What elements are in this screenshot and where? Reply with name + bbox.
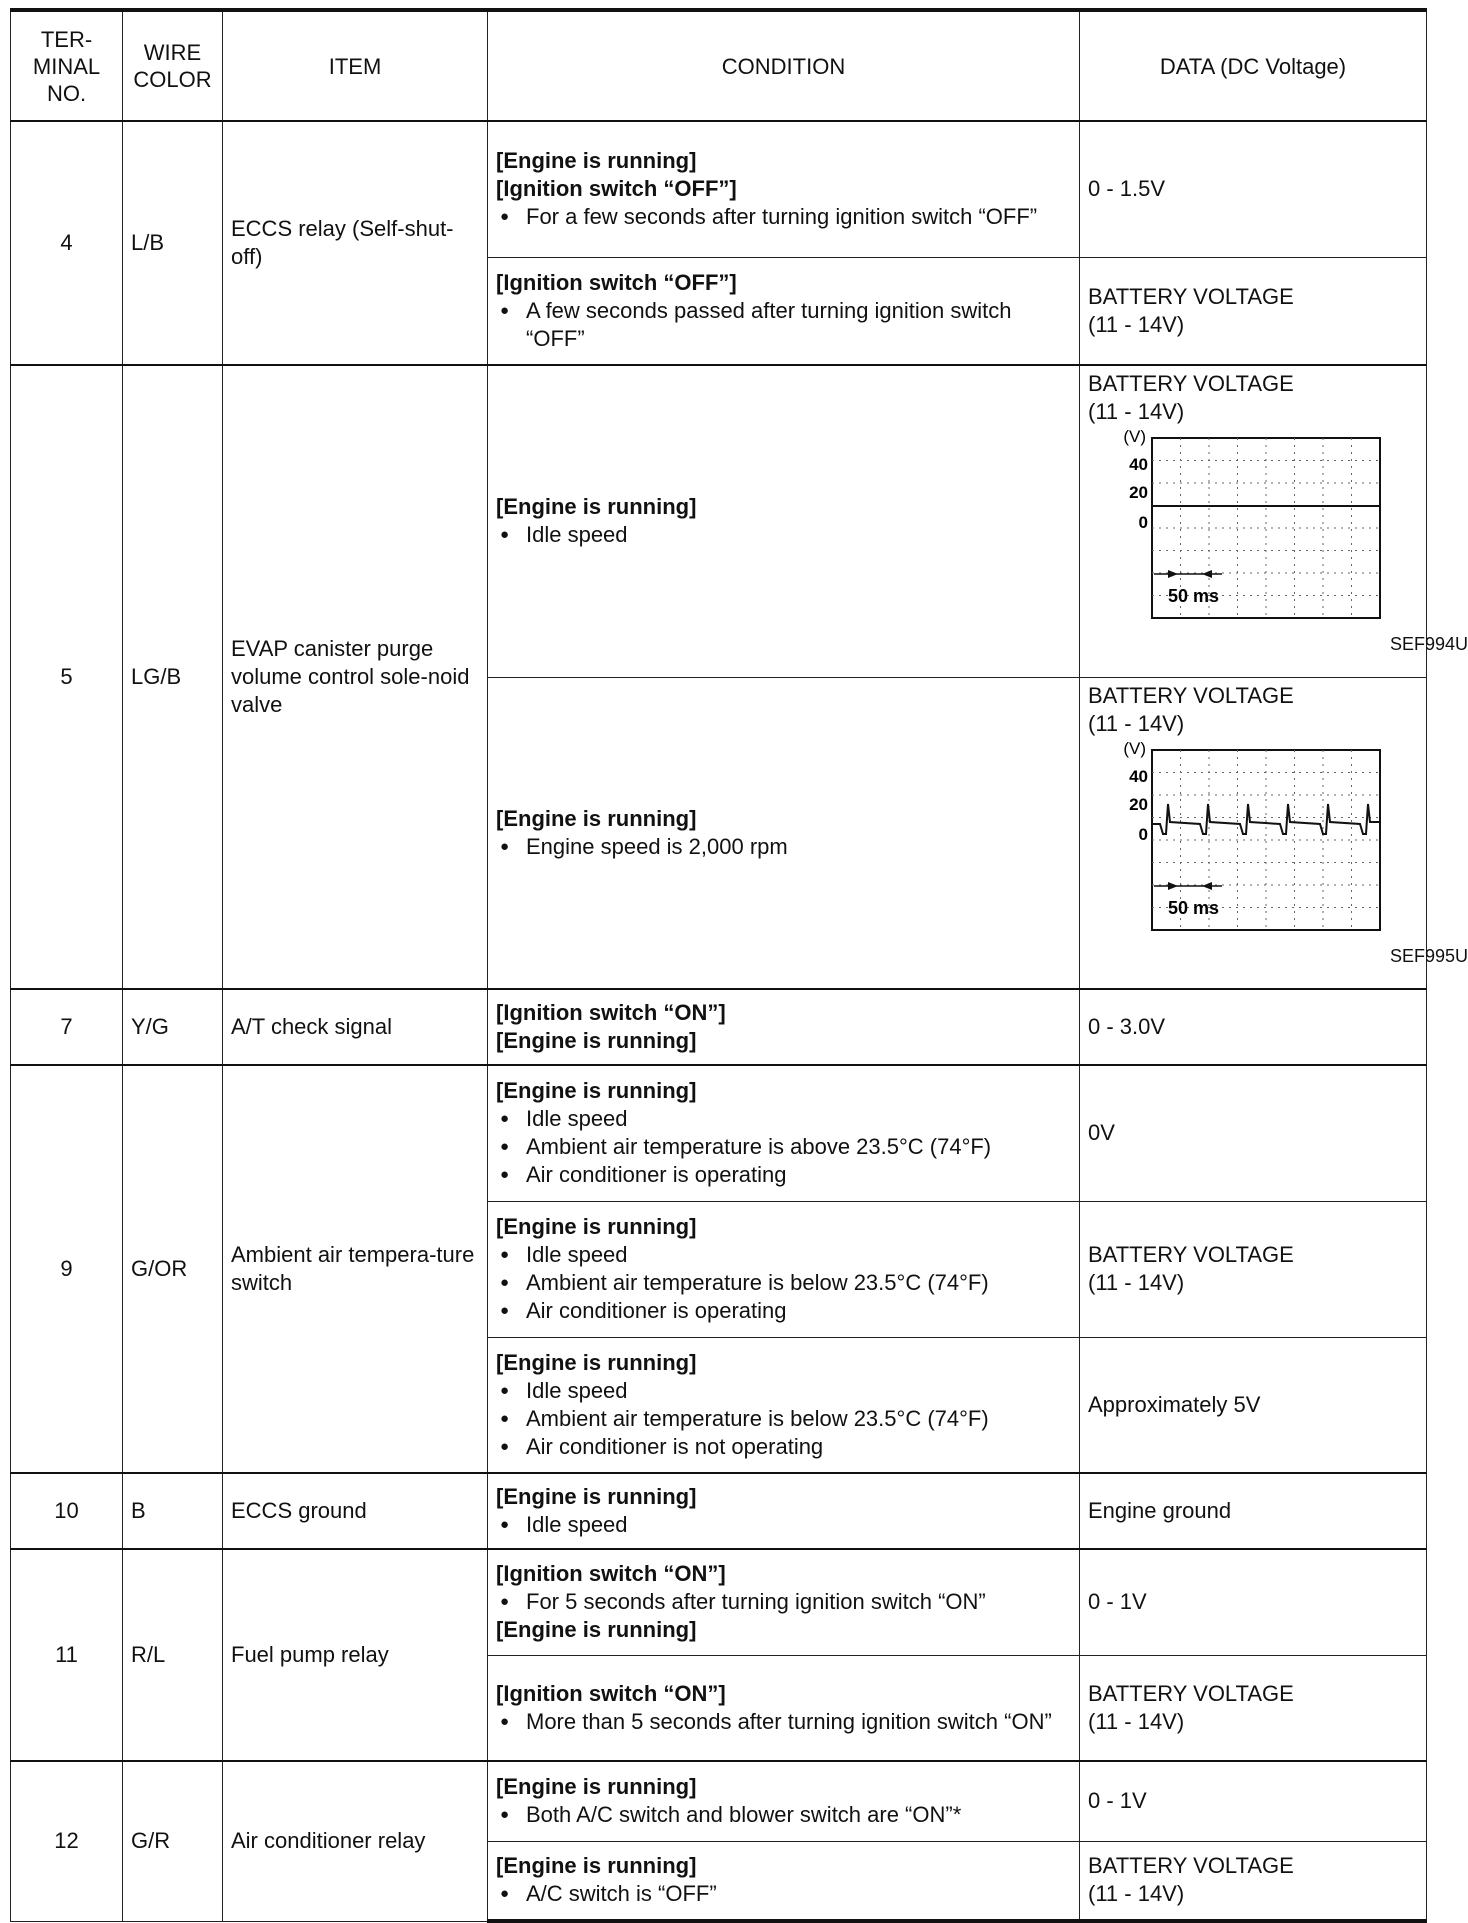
figure-code: SEF995U [1389,945,1468,966]
y-unit-label: (V) [1123,738,1146,758]
condition-heading: [Engine is running] [496,1484,697,1509]
y-tick-label: 20 [1129,794,1148,814]
data-cell [1080,677,1468,989]
header-item: ITEM [223,10,488,121]
table-row [11,121,1427,257]
condition-bullet: ● Idle speed [496,1377,1071,1405]
data-cell [1080,1761,1427,1841]
condition-cell [488,1841,1080,1921]
item-name: Fuel pump relay [223,1549,488,1761]
condition-heading: [Engine is running] [496,148,697,174]
item-name: ECCS ground [223,1473,488,1549]
data-value: 0V [1088,1120,1115,1146]
time-scale-arrowhead [1168,570,1178,578]
data-cell [1080,257,1427,365]
wire-color: L/B [123,121,223,365]
condition-bullet: ● Ambient air temperature is below 23.5°C (74°F) [496,1405,1071,1433]
condition-cell [488,1337,1080,1473]
wire-color: R/L [123,1549,223,1761]
item-name: EVAP canister purge volume control sole-noid valve [223,365,488,989]
wire-color: G/R [123,1761,223,1921]
data-value: BATTERY VOLTAGE [1088,283,1294,309]
condition-heading: [Ignition switch “ON”] [496,1561,726,1587]
condition-bullets [496,521,1071,549]
condition-heading: [Engine is running] [496,1617,697,1643]
table-row [11,989,1427,1065]
condition-bullet: ● For 5 seconds after turning ignition switch “ON” [496,1588,1071,1616]
condition-bullet: ● For a few seconds after turning ignition switch “OFF” [496,203,1071,231]
condition-bullet: ● Idle speed [496,1511,1071,1539]
condition-heading: [Engine is running] [496,1774,697,1800]
data-value: Engine ground [1088,1498,1232,1523]
condition-bullets [496,1708,1071,1736]
header-terminal-no: TER- MINAL NO. [11,10,123,121]
y-tick-label: 0 [1138,513,1148,532]
condition-cell [488,1655,1080,1761]
condition-bullet: ● Air conditioner is not operating [496,1433,1071,1461]
condition-cell [488,1549,1080,1655]
condition-bullets [496,203,1071,231]
terminal-data-table [10,8,1468,1923]
data-value: BATTERY VOLTAGE [1088,1242,1294,1267]
condition-heading: [Engine is running] [496,805,697,831]
condition-bullets [496,833,1071,861]
condition-heading: [Ignition switch “ON”] [496,1680,726,1706]
item-name: Ambient air tempera-ture switch [223,1065,488,1473]
data-cell [1080,1201,1427,1337]
header-condition: CONDITION [488,10,1080,121]
table-row [11,1549,1427,1655]
data-cell [1080,365,1468,677]
condition-bullets [496,297,1071,353]
wire-color: B [123,1473,223,1549]
condition-cell [488,1065,1080,1201]
condition-cell [488,1201,1080,1337]
condition-bullet: ● Air conditioner is operating [496,1161,1071,1189]
condition-bullet: ● A few seconds passed after turning ignition switch “OFF” [496,297,1071,353]
condition-cell [488,121,1080,257]
header-data: DATA (DC Voltage) [1080,10,1427,121]
data-cell [1080,989,1427,1065]
header-row [11,10,1427,121]
data-value: 0 - 1.5V [1088,176,1166,202]
waveform-trace [1152,804,1380,834]
table-row [11,1065,1427,1201]
table-row [11,365,1427,677]
terminal-number: 5 [11,365,123,989]
data-value: (11 - 14V) [1088,1270,1185,1295]
data-cell [1080,121,1427,257]
waveform-figure [1088,427,1468,658]
item-name: ECCS relay (Self-shut-off) [223,121,488,365]
condition-bullet: ● Idle speed [496,1105,1071,1133]
condition-heading: [Engine is running] [496,1214,697,1239]
figure-code: SEF994U [1389,634,1468,654]
condition-cell [488,989,1080,1065]
data-value: BATTERY VOLTAGE [1088,1680,1294,1706]
y-tick-label: 40 [1129,766,1148,786]
y-tick-label: 20 [1129,483,1148,502]
wire-color: LG/B [123,365,223,989]
terminal-number: 4 [11,121,123,365]
data-value: (11 - 14V) [1088,710,1185,736]
waveform-figure [1088,738,1468,970]
y-tick-label: 0 [1138,824,1148,844]
data-cell [1080,1065,1427,1201]
data-cell [1080,1655,1427,1761]
condition-bullet: ● Ambient air temperature is above 23.5°C (74°F) [496,1133,1071,1161]
condition-heading: [Ignition switch “OFF”] [496,176,737,202]
condition-bullet: ● Ambient air temperature is below 23.5°C (74°F) [496,1269,1071,1297]
data-value: 0 - 1V [1088,1788,1147,1814]
data-value: BATTERY VOLTAGE [1088,682,1294,708]
header-wire-color: WIRE COLOR [123,10,223,121]
condition-bullet: ● Both A/C switch and blower switch are “ON”* [496,1801,1071,1829]
condition-bullets [496,1241,1071,1325]
data-cell [1080,1337,1427,1473]
condition-heading: [Engine is running] [496,1078,697,1104]
data-cell [1080,1841,1427,1921]
data-value: (11 - 14V) [1088,311,1185,337]
condition-heading: [Ignition switch “OFF”] [496,269,737,295]
terminal-number: 7 [11,989,123,1065]
condition-heading: [Engine is running] [496,494,697,520]
y-tick-label: 40 [1129,455,1148,474]
wire-color: G/OR [123,1065,223,1473]
condition-cell [488,1473,1080,1549]
table-row [11,1761,1427,1841]
terminal-number: 9 [11,1065,123,1473]
condition-cell [488,1761,1080,1841]
time-scale-arrowhead [1168,882,1178,890]
data-value: (11 - 14V) [1088,399,1185,424]
data-cell [1080,1549,1427,1655]
table-body [11,121,1468,1921]
condition-heading: [Engine is running] [496,1349,697,1375]
condition-cell [488,365,1080,677]
condition-heading: [Ignition switch “ON”] [496,1000,726,1025]
data-value: Approximately 5V [1088,1391,1261,1417]
time-scale-label: 50 ms [1168,586,1220,606]
data-value: BATTERY VOLTAGE [1088,1853,1294,1879]
terminal-number: 10 [11,1473,123,1549]
condition-bullets [496,1588,1071,1616]
condition-heading: [Engine is running] [496,1028,697,1053]
condition-bullets [496,1511,1071,1539]
data-value: (11 - 14V) [1088,1881,1185,1907]
condition-bullet: ● Idle speed [496,521,1071,549]
condition-bullet: ● A/C switch is “OFF” [496,1880,1071,1908]
terminal-number: 12 [11,1761,123,1921]
data-cell [1080,1473,1427,1549]
y-unit-label: (V) [1123,427,1146,446]
time-scale-arrowhead [1202,882,1212,890]
wire-color: Y/G [123,989,223,1065]
terminal-number: 11 [11,1549,123,1761]
condition-bullets [496,1801,1071,1829]
time-scale-label: 50 ms [1168,897,1220,918]
condition-bullets [496,1105,1071,1189]
data-value: 0 - 1V [1088,1589,1147,1615]
condition-bullet: ● Idle speed [496,1241,1071,1269]
item-name: Air conditioner relay [223,1761,488,1921]
condition-bullet: ● More than 5 seconds after turning ignition switch “ON” [496,1708,1071,1736]
data-value: (11 - 14V) [1088,1708,1185,1734]
condition-heading: [Engine is running] [496,1853,697,1879]
condition-cell [488,677,1080,989]
time-scale-arrowhead [1202,570,1212,578]
condition-cell [488,257,1080,365]
condition-bullet: ● Air conditioner is operating [496,1297,1071,1325]
oscilloscope-plot [1088,738,1468,942]
item-name: A/T check signal [223,989,488,1065]
data-value: 0 - 3.0V [1088,1014,1166,1039]
table-row [11,1473,1427,1549]
data-value: BATTERY VOLTAGE [1088,371,1294,396]
condition-bullets [496,1880,1071,1908]
condition-bullets [496,1377,1071,1461]
oscilloscope-plot [1088,427,1468,630]
condition-bullet: ● Engine speed is 2,000 rpm [496,833,1071,861]
